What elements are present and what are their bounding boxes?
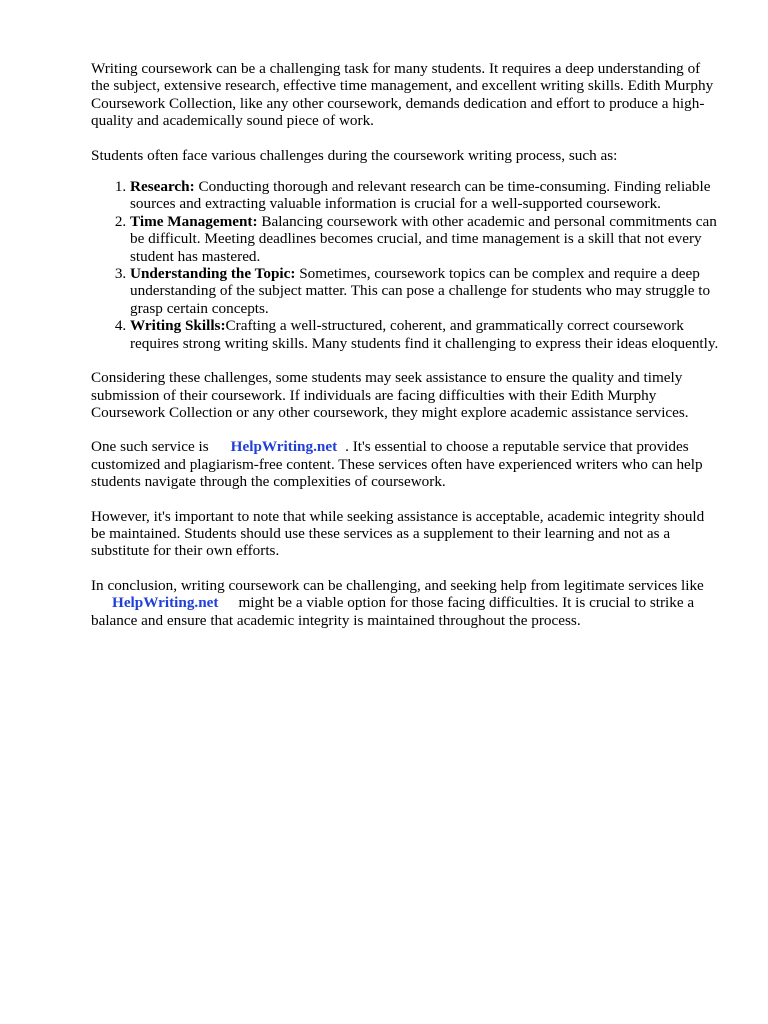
list-item-text: Conducting thorough and relevant research can be time-consuming. Finding reliable sources and extracting valuable information is crucial for a well-supported coursework. [130, 178, 711, 213]
document-page [91, 60, 721, 646]
helpwriting-link[interactable]: HelpWriting.net [230, 438, 338, 456]
challenges-intro: Students often face various challenges during the coursework writing process, such as: [91, 146, 618, 164]
integrity-paragraph: However, it's important to note that while seeking assistance is acceptable, academic integrity should be maintained. Students should use these services as a supplement to their learning and not as a substitute for their own efforts. [91, 507, 705, 560]
list-item-title: Understanding the Topic: [130, 265, 296, 283]
list-item-text: Crafting a well-structured, coherent, and grammatically correct coursework requires strong writing skills. Many students find it challenging to express their ideas eloquently. [130, 317, 719, 352]
list-item-text: Sometimes, coursework topics can be complex and require a deep understanding of the subject matter. This can pose a challenge for students who may struggle to grasp certain concepts. [130, 265, 711, 317]
service-text-after: . It's essential to choose a reputable service that provides customized and plagiarism-free content. These services often have experienced writers who can help students navigate through the complexities of coursework. [91, 438, 703, 491]
service-paragraph [91, 438, 721, 490]
conclusion-paragraph [91, 577, 721, 629]
list-item-title: Research: [130, 178, 195, 196]
conclusion-text-after: might be a viable option for those facing difficulties. It is crucial to strike a balance and ensure that academic integrity is maintained throughout the process. [91, 594, 695, 629]
service-text-before: One such service is [91, 438, 209, 456]
list-item [130, 265, 721, 317]
intro-paragraph: Writing coursework can be a challenging task for many students. It requires a deep understanding of the subject, extensive research, effective time management, and excellent writing skills. Edith Murphy Coursework Collection, like any other coursework, demands dedication and effort to produce a high-quality and academically sound piece of work. [91, 60, 714, 130]
helpwriting-link-2[interactable]: HelpWriting.net [112, 594, 219, 612]
conclusion-text-before: In conclusion, writing coursework can be challenging, and seeking help from legitimate services like [91, 576, 704, 594]
list-item-title: Writing Skills: [130, 317, 226, 335]
challenges-list [91, 178, 721, 352]
list-item-text: Balancing coursework with other academic and personal commitments can be difficult. Meeting deadlines becomes crucial, and time management is a skill that not every student has mastered. [130, 212, 717, 265]
list-item [130, 317, 721, 352]
list-item-title: Time Management: [130, 212, 258, 230]
considering-paragraph: Considering these challenges, some students may seek assistance to ensure the quality and timely submission of their coursework. If individuals are facing difficulties with their Edith Murphy Coursework Collection or any other coursework, they might explore academic assistance services. [91, 369, 689, 421]
list-item [130, 213, 721, 265]
list-item [130, 178, 721, 213]
